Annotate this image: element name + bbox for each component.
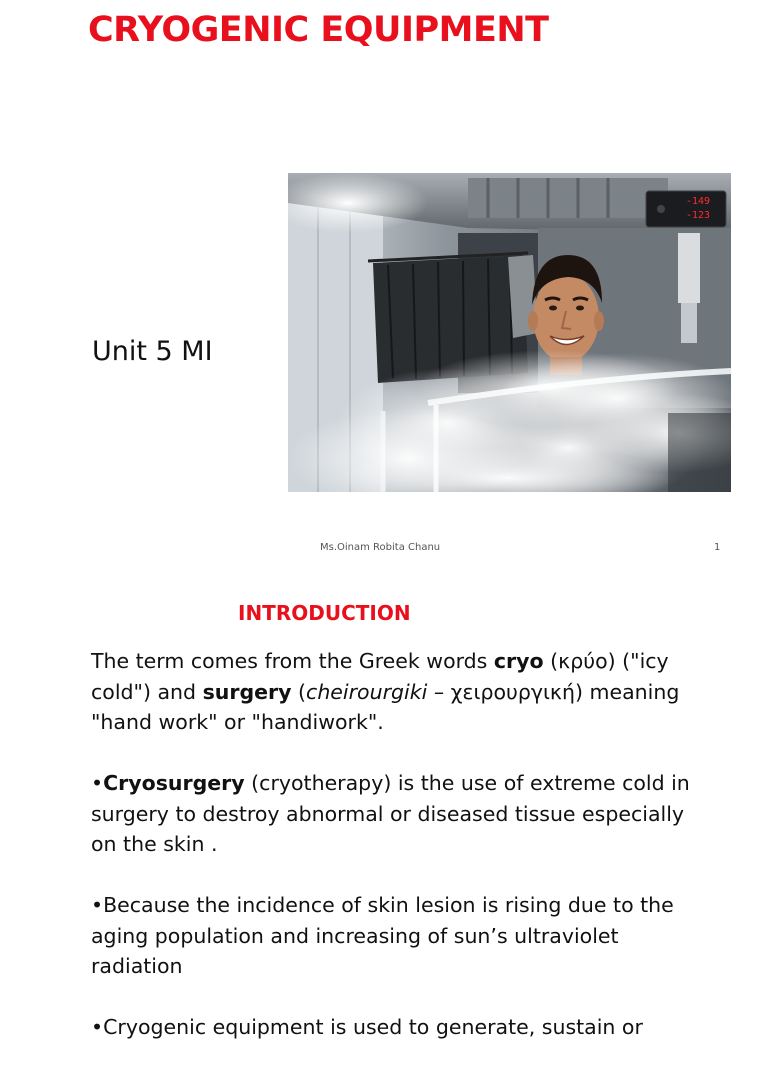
bold-term-cryo: cryo [493, 649, 544, 673]
page-number: 1 [714, 542, 721, 553]
slide-subtitle: Unit 5 MI [92, 336, 213, 367]
bullet-equipment: •Cryogenic equipment is used to generate, sustain or [91, 1015, 643, 1039]
text-run: The term comes from the Greek words [91, 649, 494, 673]
slide-2 [0, 575, 768, 1039]
footer-author: Ms.Oinam Robita Chanu [320, 542, 441, 553]
display-bottom-readout: -123 [686, 210, 711, 221]
text-run: (κρύο) ("icy cold") and [91, 649, 669, 704]
text-run: – χειρουργική) meaning "hand work" or "handiwork". [91, 679, 680, 734]
text-run: ( [291, 679, 307, 704]
bullet-cryosurgery [91, 768, 691, 860]
section-heading: INTRODUCTION [238, 601, 411, 625]
slide-body [91, 646, 691, 1073]
paragraph-etymology [91, 646, 691, 738]
italic-term: cheirourgiki [306, 679, 428, 704]
cryotherapy-photo [288, 173, 731, 492]
display-top-readout: -149 [686, 196, 711, 207]
slide-title: CRYOGENIC EQUIPMENT [88, 10, 549, 50]
text-run: (cryotherapy) is the use of extreme cold in surgery to destroy abnormal or diseased tissue especially on the skin . [91, 771, 690, 856]
bold-term-surgery: surgery [202, 679, 292, 704]
bullet-marker: • [91, 771, 104, 795]
bold-term-cryosurgery: Cryosurgery [103, 771, 245, 795]
bullet-incidence: •Because the incidence of skin lesion is rising due to the aging population and increasing of sun’s ultraviolet radiation [91, 893, 674, 978]
